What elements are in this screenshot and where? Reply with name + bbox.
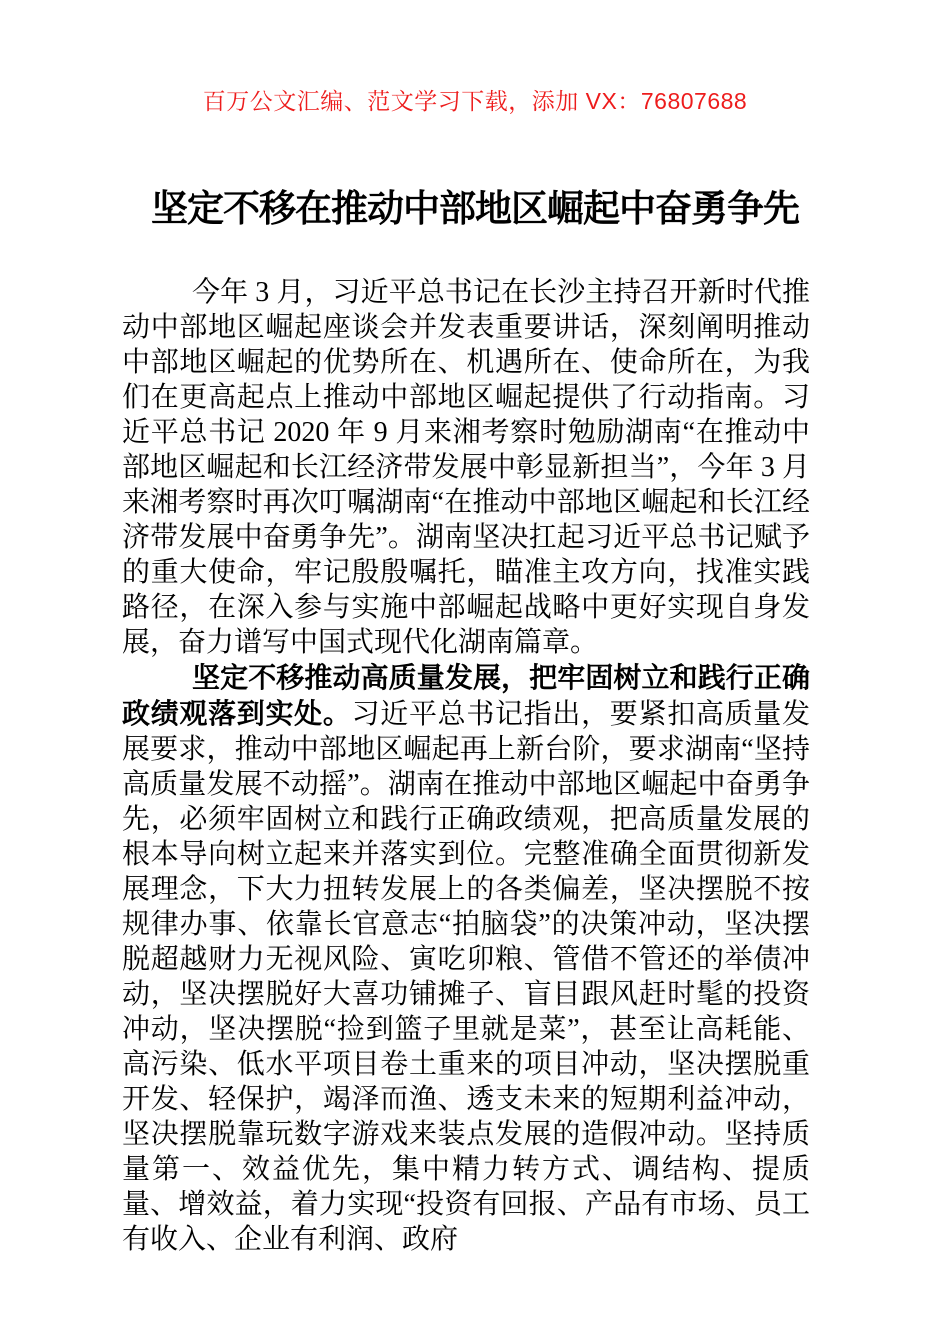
paragraph-2-text: 习近平总书记指出，要紧扣高质量发展要求，推动中部地区崛起再上新台阶，要求湖南“坚持高质量发展不动摇”。湖南在推动中部地区崛起中奋勇争先，必须牢固树立和践行正确政绩观，把高质量发展的根本导向树立起来并落实到位。完整准确全面贯彻新发展理念，下大力扭转发展上的各类偏差，坚决摆脱不按规律办事、依靠长官意志“拍脑袋”的决策冲动，坚决摆脱超越财力无视风险、寅吃卯粮、管借不管还的举债冲动，坚决摆脱好大喜功铺摊子、盲目跟风赶时髦的投资冲动，坚决摆脱“捡到篮子里就是菜”，甚至让高耗能、高污染、低水平项目卷土重来的项目冲动，坚决摆脱重开发、轻保护，竭泽而渔、透支未来的短期利益冲动，坚决摆脱靠玩数字游戏来装点发展的造假冲动。坚持质量第一、效益优先，集中精力转方式、调结构、提质量、增效益，着力实现“投资有回报、产品有市场、员工有收入、企业有利润、政府: [122, 699, 810, 1255]
document-body: [122, 274, 810, 1257]
document-title: 坚定不移在推动中部地区崛起中奋勇争先: [151, 188, 799, 229]
paragraph-2-lead: 坚定不移推动高质量发展，把牢固树立和践行正确政绩观落到实处。: [122, 662, 810, 729]
paragraph-1-text: 今年 3 月，习近平总书记在长沙主持召开新时代推动中部地区崛起座谈会并发表重要讲话，深刻阐明推动中部地区崛起的优势所在、机遇所在、使命所在，为我们在更高起点上推动中部地区崛起提供了行动指南。习近平总书记 2020 年 9 月来湘考察时勉励湖南“在推动中部地区崛起和长江经济带发展中彰显新担当”，今年 3 月来湘考察时再次叮嘱湖南“在推动中部地区崛起和长江经济带发展中奋勇争先”。湖南坚决扛起习近平总书记赋予的重大使命，牢记殷殷嘱托，瞄准主攻方向，找准实践路径，在深入参与实施中部崛起战略中更好实现自身发展，奋力谱写中国式现代化湖南篇章。: [122, 277, 810, 658]
paragraph-1: [122, 274, 810, 660]
paragraph-2: [122, 660, 810, 1257]
promo-banner: 百万公文汇编、范文学习下载，添加 VX：76807688: [202, 88, 748, 114]
